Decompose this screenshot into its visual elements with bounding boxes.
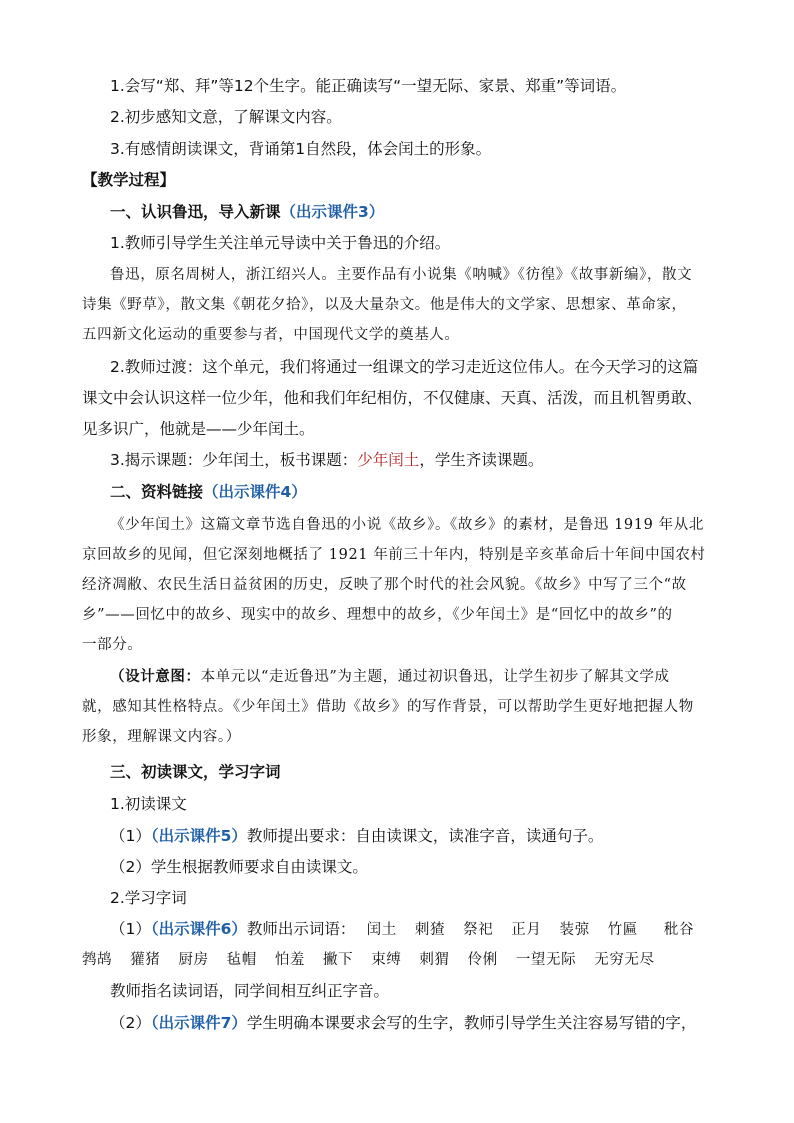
item-text: 学生明确本课要求会写的生字，教师引导学生关注容易写错的字， bbox=[246, 1014, 697, 1032]
word-item: 祭祀 bbox=[463, 922, 494, 938]
section-1-item-3 bbox=[110, 450, 543, 470]
material-line-1: 《少年闰土》这篇文章节选自鲁迅的小说《故乡》。《故乡》的素材，是鲁迅 1919 年从北 bbox=[110, 517, 704, 533]
courseware-6-ref: （出示课件6） bbox=[150, 920, 247, 938]
material-line-5: 一部分。 bbox=[82, 637, 143, 653]
word-item: 厨房 bbox=[178, 952, 209, 968]
process-heading: 【教学过程】 bbox=[82, 171, 176, 189]
material-line-2: 京回故乡的见闻，但它深刻地概括了 1921 年前三十年内，特别是辛亥革命后十年间中国农村 bbox=[82, 547, 706, 563]
section-2-title: 二、资料链接 bbox=[110, 483, 204, 501]
word-item: 刺猹 bbox=[414, 922, 446, 938]
item-text: 教师提出要求：自由读课文，读准字音，读通句子。 bbox=[246, 827, 604, 845]
board-title: 少年闰土 bbox=[357, 451, 420, 469]
word-item: 怕羞 bbox=[274, 952, 306, 968]
section-1-ref: （出示课件3） bbox=[280, 203, 385, 221]
section-1-item-1: 1.教师引导学生关注单元导读中关于鲁迅的介绍。 bbox=[110, 234, 451, 252]
section-3-sub-1: 1.初读课文 bbox=[110, 795, 187, 813]
word-item: 装弶 bbox=[559, 922, 590, 938]
item-number: （1） bbox=[110, 827, 151, 845]
item-number: （2） bbox=[110, 1014, 151, 1032]
item-number: （1） bbox=[110, 920, 151, 938]
design-intent-label: （设计意图： bbox=[110, 668, 201, 685]
section-1-item-2-line-2: 课文中会认识这样一位少年，他和我们年纪相仿，不仅健康、天真、活泼，而且机智勇敢、 bbox=[82, 389, 703, 407]
quote-line-1: 鲁迅，原名周树人，浙江绍兴人。主要作品有小说集《呐喊》《彷徨》《故事新编》，散文 bbox=[110, 267, 693, 283]
word-list-row-2 bbox=[82, 950, 655, 970]
courseware-5-ref: （出示课件5） bbox=[150, 827, 247, 845]
section-1-heading bbox=[110, 202, 384, 222]
word-item: 鹁鸪 bbox=[82, 952, 113, 968]
item-text: 教师出示词语： bbox=[246, 920, 356, 938]
section-3-note: 教师指名读词语，同学间相互纠正字音。 bbox=[110, 982, 390, 1000]
word-item: 獾猪 bbox=[130, 952, 161, 968]
item-3-prefix: 3.揭示课题：少年闰土，板书课题： bbox=[110, 451, 358, 469]
word-item: 一望无际 bbox=[515, 952, 577, 968]
section-2-ref: （出示课件4） bbox=[203, 483, 307, 501]
word-item: 刺猬 bbox=[419, 952, 450, 968]
word-item: 竹匾 bbox=[607, 922, 638, 938]
section-3-item-1-1 bbox=[110, 826, 603, 846]
design-intent-line-1 bbox=[110, 667, 670, 687]
quote-line-2: 诗集《野草》，散文集《朝花夕拾》，以及大量杂文。他是伟大的文学家、思想家、革命家， bbox=[82, 297, 687, 313]
section-3-item-2-1 bbox=[110, 919, 694, 940]
objective-3: 3.有感情朗读课文，背诵第1自然段，体会闰土的形象。 bbox=[110, 140, 492, 158]
word-item: 秕谷 bbox=[663, 922, 695, 938]
design-intent-line-2: 就，感知其性格特点。《少年闰土》借助《故乡》的写作背景，可以帮助学生更好地把握人物 bbox=[82, 699, 694, 715]
design-intent-line-3: 形象，理解课文内容。） bbox=[82, 729, 241, 745]
design-intent-text: 本单元以“走近鲁迅”为主题，通过初识鲁迅，让学生初步了解其文学成 bbox=[200, 669, 670, 685]
section-1-title: 一、认识鲁迅，导入新课 bbox=[110, 203, 281, 221]
section-3-title: 三、初读课文，学习字词 bbox=[110, 763, 281, 781]
material-line-4: 乡”——回忆中的故乡、现实中的故乡、理想中的故乡，《少年闰土》是“回忆中的故乡”的 bbox=[82, 607, 673, 623]
word-item: 正月 bbox=[511, 922, 542, 938]
word-item: 撇下 bbox=[323, 952, 354, 968]
quote-line-3: 五四新文化运动的重要参与者，中国现代文学的奠基人。 bbox=[82, 327, 460, 343]
courseware-7-ref: （出示课件7） bbox=[150, 1014, 247, 1032]
section-3-item-1-2: （2）学生根据教师要求自由读课文。 bbox=[110, 858, 368, 876]
word-item: 毡帽 bbox=[226, 952, 257, 968]
objective-2: 2.初步感知文意，了解课文内容。 bbox=[110, 108, 342, 126]
material-line-3: 经济凋敝、农民生活日益贫困的历史，反映了那个时代的社会风貌。《故乡》中写了三个“故 bbox=[82, 577, 687, 593]
word-list-row-1 bbox=[361, 922, 694, 938]
objective-1: 1.会写“郑、拜”等12个生字。能正确读写“一望无际、家景、郑重”等词语。 bbox=[110, 77, 627, 95]
section-2-heading bbox=[110, 482, 307, 502]
word-item: 伶俐 bbox=[467, 952, 498, 968]
word-item: 闰土 bbox=[366, 922, 397, 938]
section-1-item-2-line-3: 见多识广，他就是——少年闰土。 bbox=[82, 420, 315, 438]
section-3-sub-2: 2.学习字词 bbox=[110, 889, 187, 907]
section-1-item-2-line-1: 2.教师过渡：这个单元，我们将通过一组课文的学习走近这位伟人。在今天学习的这篇 bbox=[110, 358, 699, 376]
section-3-item-2-2 bbox=[110, 1013, 696, 1033]
word-item: 束缚 bbox=[371, 952, 402, 968]
word-item: 无穷无尽 bbox=[594, 952, 655, 968]
item-3-suffix: ，学生齐读课题。 bbox=[419, 451, 544, 469]
